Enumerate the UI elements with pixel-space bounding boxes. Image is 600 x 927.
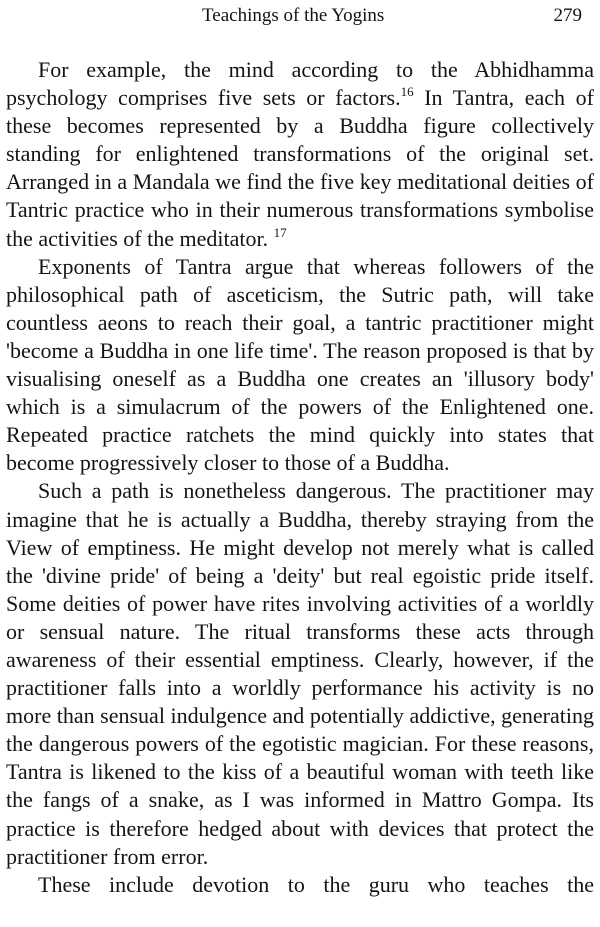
body-text bbox=[6, 56, 594, 899]
paragraph-text: In Tantra, each of these becomes represented by a Buddha figure collectively standing for enlightened transformations of the original set. Arranged in a Mandala we find the five key meditational deities of Tantric practice who in their numerous transformations symbolise the activities of the meditator. bbox=[6, 85, 594, 251]
running-head bbox=[6, 2, 594, 30]
paragraph bbox=[6, 56, 594, 253]
paragraph: These include devotion to the guru who teaches the bbox=[38, 871, 594, 897]
paragraph: Exponents of Tantra argue that whereas followers of the philosophical path of asceticism, the Sutric path, will take countless aeons to reach their goal, a tantric practitioner might 'become a Buddha in one life time'. The reason proposed is that by visualising oneself as a Buddha one creates an 'illusory body' which is a simulacrum of the powers of the Enlightened one. Repeated practice ratchets the mind quickly into states that become progressively closer to those of a Buddha. bbox=[6, 253, 594, 476]
page-number: 279 bbox=[553, 5, 582, 26]
footnote-reference: 16 bbox=[400, 84, 414, 100]
footnote-reference: 17 bbox=[273, 224, 287, 240]
paragraph-text: For example, the mind according to the Abhidhamma psychology comprises five sets or factors. bbox=[6, 57, 594, 111]
paragraph: Such a path is nonetheless dangerous. The practitioner may imagine that he is actually a Buddha, thereby straying from the View of emptiness. He might develop not merely what is called the 'divine pride' of being a 'deity' but real egoistic pride itself. Some deities of power have rites involving activities of a worldly or sensual nature. The ritual transforms these acts through awareness of their essential emptiness. Clearly, however, if the practitioner falls into a worldly performance his activity is no more than sensual indulgence and potentially addictive, generating the dangerous powers of the egotistic magician. For these reasons, Tantra is likened to the kiss of a beautiful woman with teeth like the fangs of a snake, as I was informed in Mattro Gompa. Its practice is therefore hedged about with devices that protect the practitioner from error. bbox=[6, 478, 594, 869]
running-title: Teachings of the Yogins bbox=[202, 5, 385, 26]
